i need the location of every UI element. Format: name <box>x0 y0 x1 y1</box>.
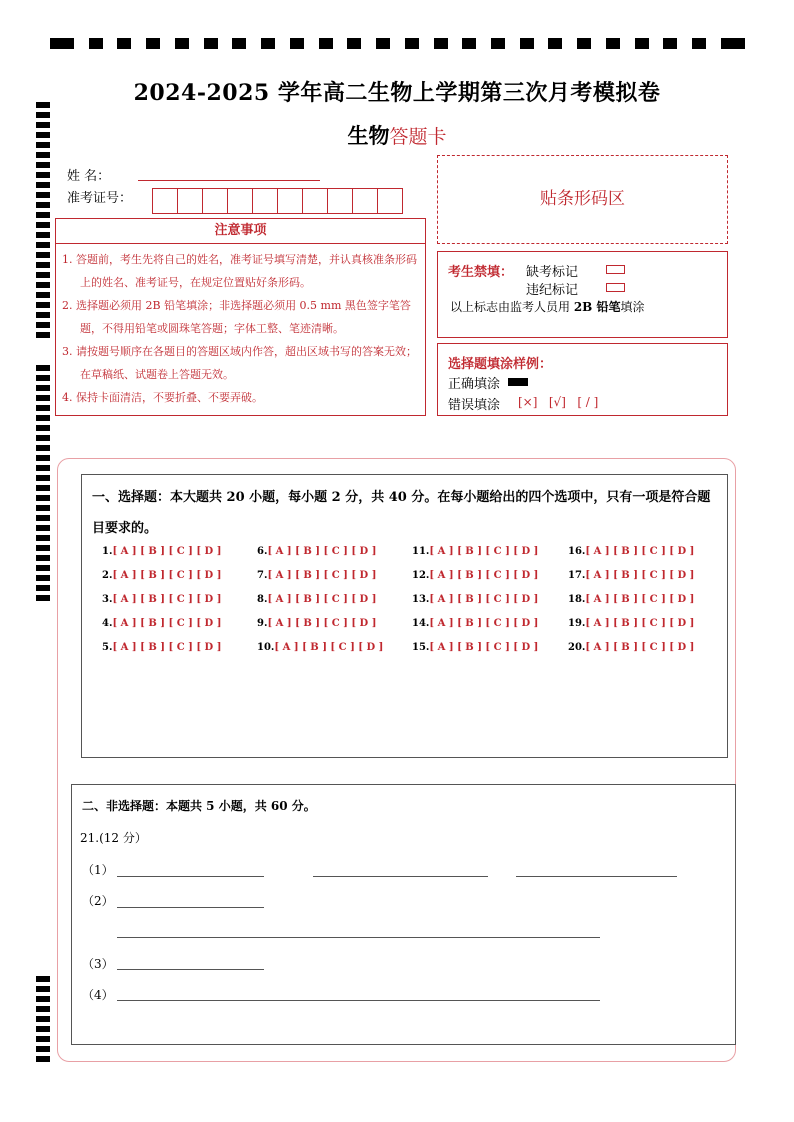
mc-question-20[interactable] <box>568 642 694 653</box>
top-timing-marks <box>50 38 745 50</box>
forbid-box <box>437 251 728 338</box>
q21-sub1-blank-2[interactable] <box>313 876 488 877</box>
mc-question-number: 14. <box>412 618 430 629</box>
wrong-fill-label: 错误填涂 <box>448 398 501 413</box>
mc-question-12[interactable] <box>412 570 538 581</box>
mc-question-9[interactable] <box>257 618 376 629</box>
name-field[interactable] <box>138 180 320 181</box>
forbid-label: 考生禁填： <box>448 265 514 280</box>
mc-options[interactable]: [ A ] [ B ] [ C ] [ D ] <box>585 570 695 581</box>
mc-question-10[interactable] <box>257 642 383 653</box>
mc-question-3[interactable] <box>102 594 221 605</box>
mc-question-number: 8. <box>257 594 268 605</box>
q21-sub4-label: （4） <box>82 988 114 1002</box>
mc-question-number: 1. <box>102 546 113 557</box>
mc-question-number: 11. <box>412 546 430 557</box>
mc-question-number: 10. <box>257 642 275 653</box>
mc-question-number: 15. <box>412 642 430 653</box>
violation-mark-label: 违纪标记 <box>526 283 579 298</box>
mc-question-5[interactable] <box>102 642 221 653</box>
fill-sample-box <box>437 343 728 416</box>
q21-sub4-blank-1[interactable] <box>117 1000 600 1001</box>
notice-box <box>55 218 426 416</box>
mc-options[interactable]: [ A ] [ B ] [ C ] [ D ] <box>429 618 539 629</box>
mc-question-19[interactable] <box>568 618 694 629</box>
notice-item: 1. 答题前，考生先将自己的姓名，准考证号填写清楚，并认真核准条形码上的姓名、准考证号，在规定位置贴好条形码。 <box>62 253 417 289</box>
nonmc-heading: 二、非选择题：本题共 5 小题，共 60 分。 <box>82 799 316 813</box>
q21-label: 21.(12 分） <box>80 831 147 845</box>
mc-options[interactable]: [ A ] [ B ] [ C ] [ D ] <box>112 570 222 581</box>
mc-question-number: 7. <box>257 570 268 581</box>
mc-question-number: 19. <box>568 618 586 629</box>
mc-question-number: 20. <box>568 642 586 653</box>
q21-sub2-blank-2[interactable] <box>117 937 600 938</box>
mc-question-13[interactable] <box>412 594 538 605</box>
mc-question-number: 18. <box>568 594 586 605</box>
mc-question-number: 17. <box>568 570 586 581</box>
mc-question-11[interactable] <box>412 546 538 557</box>
mc-question-4[interactable] <box>102 618 221 629</box>
mc-options[interactable]: [ A ] [ B ] [ C ] [ D ] <box>267 546 377 557</box>
side-timing-marks-middle <box>36 365 50 605</box>
mc-question-number: 2. <box>102 570 113 581</box>
mc-question-8[interactable] <box>257 594 376 605</box>
forbid-note: 以上标志由监考人员用 2B 铅笔填涂 <box>450 300 645 314</box>
mc-heading: 一、选择题：本大题共 20 小题，每小题 2 分，共 40 分。在每小题给出的四个选项中，只有一项是符合题目要求的。 <box>92 490 711 536</box>
mc-options[interactable]: [ A ] [ B ] [ C ] [ D ] <box>429 570 539 581</box>
mc-options[interactable]: [ A ] [ B ] [ C ] [ D ] <box>267 594 377 605</box>
id-boxes[interactable] <box>152 188 402 214</box>
mc-question-2[interactable] <box>102 570 221 581</box>
subject-name: 生物 <box>347 123 390 148</box>
page-subtitle <box>0 120 794 150</box>
mc-question-number: 3. <box>102 594 113 605</box>
page-title: 2024-2025 学年高二生物上学期第三次月考模拟卷 <box>133 80 661 106</box>
correct-fill-example <box>508 378 528 386</box>
mc-question-number: 4. <box>102 618 113 629</box>
side-timing-marks-bottom <box>36 976 50 1066</box>
barcode-area: 贴条形码区 <box>437 155 728 244</box>
mc-question-number: 5. <box>102 642 113 653</box>
mc-options[interactable]: [ A ] [ B ] [ C ] [ D ] <box>112 618 222 629</box>
mc-options[interactable]: [ A ] [ B ] [ C ] [ D ] <box>274 642 384 653</box>
mc-question-16[interactable] <box>568 546 694 557</box>
mc-options[interactable]: [ A ] [ B ] [ C ] [ D ] <box>585 546 695 557</box>
notice-heading: 注意事项 <box>56 219 425 244</box>
id-label: 准考证号： <box>67 191 133 206</box>
mc-options[interactable]: [ A ] [ B ] [ C ] [ D ] <box>585 594 695 605</box>
mc-options[interactable]: [ A ] [ B ] [ C ] [ D ] <box>112 642 222 653</box>
mc-question-14[interactable] <box>412 618 538 629</box>
mc-question-number: 16. <box>568 546 586 557</box>
mc-options[interactable]: [ A ] [ B ] [ C ] [ D ] <box>585 642 695 653</box>
q21-sub3-blank-1[interactable] <box>117 969 264 970</box>
mc-question-15[interactable] <box>412 642 538 653</box>
q21-sub1-blank-3[interactable] <box>516 876 677 877</box>
mc-options[interactable]: [ A ] [ B ] [ C ] [ D ] <box>585 618 695 629</box>
q21-sub1-label: （1） <box>82 863 114 877</box>
q21-sub1-blank-1[interactable] <box>117 876 264 877</box>
mc-options[interactable]: [ A ] [ B ] [ C ] [ D ] <box>112 546 222 557</box>
q21-sub2-blank-1[interactable] <box>117 907 264 908</box>
mc-question-18[interactable] <box>568 594 694 605</box>
notice-item: 4. 保持卡面清洁，不要折叠、不要弄破。 <box>62 391 263 404</box>
mc-question-7[interactable] <box>257 570 376 581</box>
mc-question-1[interactable] <box>102 546 221 557</box>
notice-item: 2. 选择题必须用 2B 铅笔填涂；非选择题必须用 0.5 mm 黑色签字笔答题，不得用铅笔或圆珠笔答题；字体工整、笔迹清晰。 <box>62 299 411 335</box>
mc-question-17[interactable] <box>568 570 694 581</box>
mc-question-number: 6. <box>257 546 268 557</box>
sample-heading: 选择题填涂样例： <box>448 357 553 372</box>
mc-options[interactable]: [ A ] [ B ] [ C ] [ D ] <box>267 570 377 581</box>
absent-mark-label: 缺考标记 <box>526 265 579 280</box>
mc-question-6[interactable] <box>257 546 376 557</box>
mc-options[interactable]: [ A ] [ B ] [ C ] [ D ] <box>429 546 539 557</box>
violation-mark-box[interactable] <box>606 283 625 292</box>
absent-mark-box[interactable] <box>606 265 625 274</box>
answer-card-label: 答题卡 <box>389 126 447 148</box>
q21-sub3-label: （3） <box>82 957 114 971</box>
mc-options[interactable]: [ A ] [ B ] [ C ] [ D ] <box>429 594 539 605</box>
wrong-fill-examples: [×] [√] [ / ] <box>518 395 599 409</box>
mc-question-number: 13. <box>412 594 430 605</box>
correct-fill-label: 正确填涂 <box>448 377 501 392</box>
mc-options[interactable]: [ A ] [ B ] [ C ] [ D ] <box>267 618 377 629</box>
mc-question-number: 12. <box>412 570 430 581</box>
mc-question-number: 9. <box>257 618 268 629</box>
nonmc-section <box>71 784 736 1045</box>
name-label: 姓 名： <box>67 169 111 184</box>
mc-options[interactable]: [ A ] [ B ] [ C ] [ D ] <box>112 594 222 605</box>
q21-sub2-label: （2） <box>82 894 114 908</box>
mc-options[interactable]: [ A ] [ B ] [ C ] [ D ] <box>429 642 539 653</box>
notice-item: 3. 请按题号顺序在各题目的答题区域内作答，超出区域书写的答案无效；在草稿纸、试题卷上答题无效。 <box>62 345 417 381</box>
